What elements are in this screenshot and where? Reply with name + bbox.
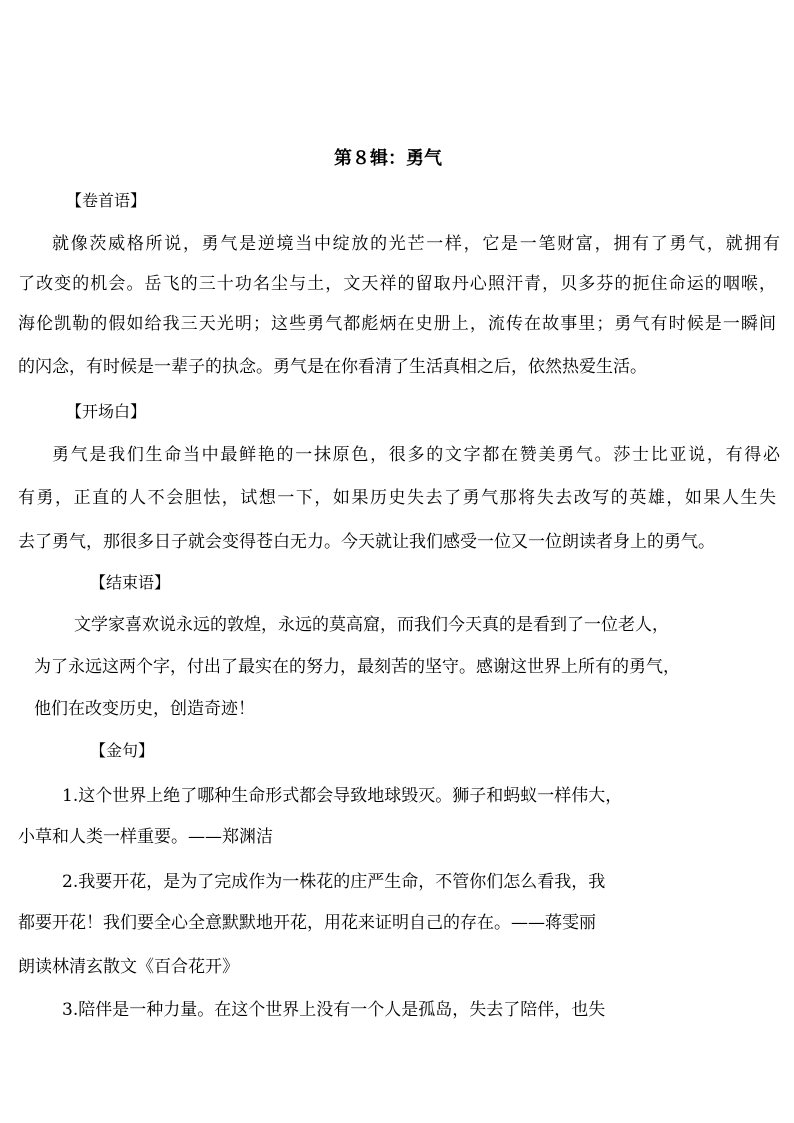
- opening-line: 有勇，正直的人不会胆怯，试想一下，如果历史失去了勇气那将失去改写的英雄，如果人生失: [18, 488, 776, 508]
- quote-line: 2.我要开花，是为了完成作为一株花的庄严生命，不管你们怎么看我，我: [62, 872, 606, 892]
- opening-line: 去了勇气，那很多日子就会变得苍白无力。今天就让我们感受一位又一位朗读者身上的勇气。: [18, 532, 715, 552]
- quotes-heading: 【金句】: [90, 741, 155, 760]
- preface-heading: 【卷首语】: [66, 191, 147, 210]
- ending-line: 文学家喜欢说永远的敦煌，永远的莫高窟，而我们今天真的是看到了一位老人，: [74, 615, 669, 635]
- opening-heading: 【开场白】: [66, 402, 147, 421]
- quote-line: 1.这个世界上绝了哪种生命形式都会导致地球毁灭。狮子和蚂蚁一样伟大，: [62, 786, 623, 806]
- ending-line: 他们在改变历史，创造奇迹！: [34, 699, 255, 719]
- quote-line: 小草和人类一样重要。——郑渊洁: [18, 827, 273, 847]
- ending-line: 为了永远这两个字，付出了最实在的努力，最刻苦的坚守。感谢这世界上所有的勇气，: [34, 657, 680, 677]
- ending-heading: 【结束语】: [90, 573, 171, 592]
- preface-line: 就像茨威格所说，勇气是逆境当中绽放的光芒一样，它是一笔财富，拥有了勇气，就拥有: [52, 234, 780, 254]
- preface-line: 了改变的机会。岳飞的三十功名尘与土，文天祥的留取丹心照汗青，贝多芬的扼住命运的咽喉，: [18, 274, 776, 294]
- preface-line: 海伦凯勒的假如给我三天光明；这些勇气都彪炳在史册上，流传在故事里；勇气有时候是一瞬间: [18, 314, 776, 334]
- quote-line: 都要开花！我们要全心全意默默地开花，用花来证明自己的存在。——蒋雯丽: [18, 913, 596, 933]
- quote-line: 3.陪伴是一种力量。在这个世界上没有一个人是孤岛，失去了陪伴，也失: [62, 1000, 606, 1020]
- preface-line: 的闪念，有时候是一辈子的执念。勇气是在你看清了生活真相之后，依然热爱生活。: [18, 357, 647, 377]
- opening-line: 勇气是我们生命当中最鲜艳的一抹原色，很多的文字都在赞美勇气。莎士比亚说，有得必: [52, 445, 780, 465]
- page-title: 第８辑：勇气: [334, 148, 442, 169]
- quote-line: 朗读林清玄散文《百合花开》: [18, 957, 239, 977]
